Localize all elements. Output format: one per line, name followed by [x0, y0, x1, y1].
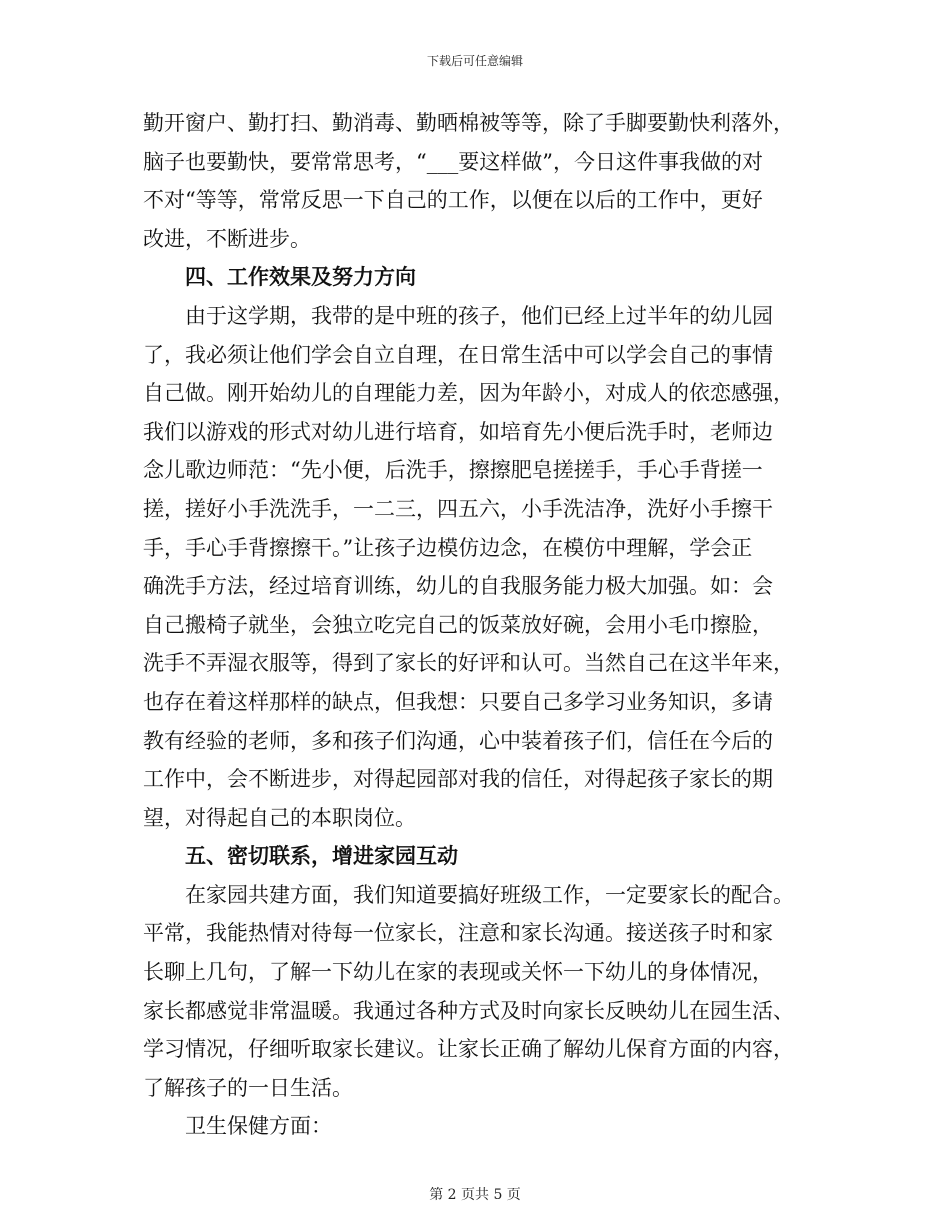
document-body: [143, 104, 823, 1146]
text-line: 工作中，会不断进步，对得起园部对我的信任，对得起孩子家长的期: [143, 767, 773, 792]
section-heading: 五、密切联系，增进家园互动: [185, 843, 458, 869]
text-line: 脑子也要勤快，要常常思考，“___要这样做”，今日这件事我做的对: [143, 149, 763, 174]
text-line: 我们以游戏的形式对幼儿进行培育，如培育先小便后洗手时，老师边: [143, 419, 773, 444]
text-line: 也存在着这样那样的缺点，但我想：只要自己多学习业务知识，多请: [143, 689, 773, 714]
text-line: 手，手心手背擦擦干。”让孩子边模仿边念，在模仿中理解，学会正: [143, 535, 753, 560]
paragraph-first-line: 由于这学期，我带的是中班的孩子，他们已经上过半年的幼儿园: [185, 303, 773, 328]
text-line: 改进，不断进步。: [143, 226, 311, 251]
text-line: 勤开窗户、勤打扫、勤消毒、勤晒棉被等等，除了手脚要勤快利落外，: [143, 111, 794, 135]
text-line: 了解孩子的一日生活。: [143, 1075, 353, 1100]
paragraph-first-line: 卫生保健方面：: [185, 1114, 332, 1139]
text-line: 望，对得起自己的本职岗位。: [143, 805, 416, 830]
section-heading: 四、工作效果及努力方向: [185, 264, 416, 290]
text-line: 搓，搓好小手洗洗手，一二三，四五六，小手洗洁净，洗好小手擦干: [143, 496, 773, 521]
text-line: 了，我必须让他们学会自立自理，在日常生活中可以学会自己的事情: [143, 342, 773, 367]
text-line: 确洗手方法，经过培育训练，幼儿的自我服务能力极大加强。如：会: [143, 574, 773, 599]
text-line: 自己做。刚开始幼儿的自理能力差，因为年龄小，对成人的依恋感强，: [143, 381, 794, 406]
text-line: 家长都感觉非常温暖。我通过各种方式及时向家长反映幼儿在园生活、: [143, 998, 794, 1023]
text-line: 洗手不弄湿衣服等，得到了家长的好评和认可。当然自己在这半年来，: [143, 651, 794, 676]
text-line: 念儿歌边师范：“先小便，后洗手，擦擦肥皂搓搓手，手心手背搓一: [143, 458, 763, 483]
text-line: 不对“等等，常常反思一下自己的工作，以便在以后的工作中，更好: [143, 188, 763, 213]
text-line: 自己搬椅子就坐，会独立吃完自己的饭菜放好碗，会用小毛巾擦脸，: [143, 612, 773, 637]
page-header: 下载后可任意编辑: [426, 54, 523, 68]
paragraph-first-line: 在家园共建方面，我们知道要搞好班级工作，一定要家长的配合。: [185, 882, 794, 907]
text-line: 教有经验的老师，多和孩子们沟通，心中装着孩子们，信任在今后的: [143, 728, 773, 753]
text-line: 学习情况，仔细听取家长建议。让家长正确了解幼儿保育方面的内容，: [143, 1037, 794, 1062]
text-line: 长聊上几句，了解一下幼儿在家的表现或关怀一下幼儿的身体情况，: [143, 960, 773, 985]
page-footer: 第 2 页共 5 页: [429, 1187, 521, 1203]
text-line: 平常，我能热情对待每一位家长，注意和家长沟通。接送孩子时和家: [143, 921, 773, 946]
